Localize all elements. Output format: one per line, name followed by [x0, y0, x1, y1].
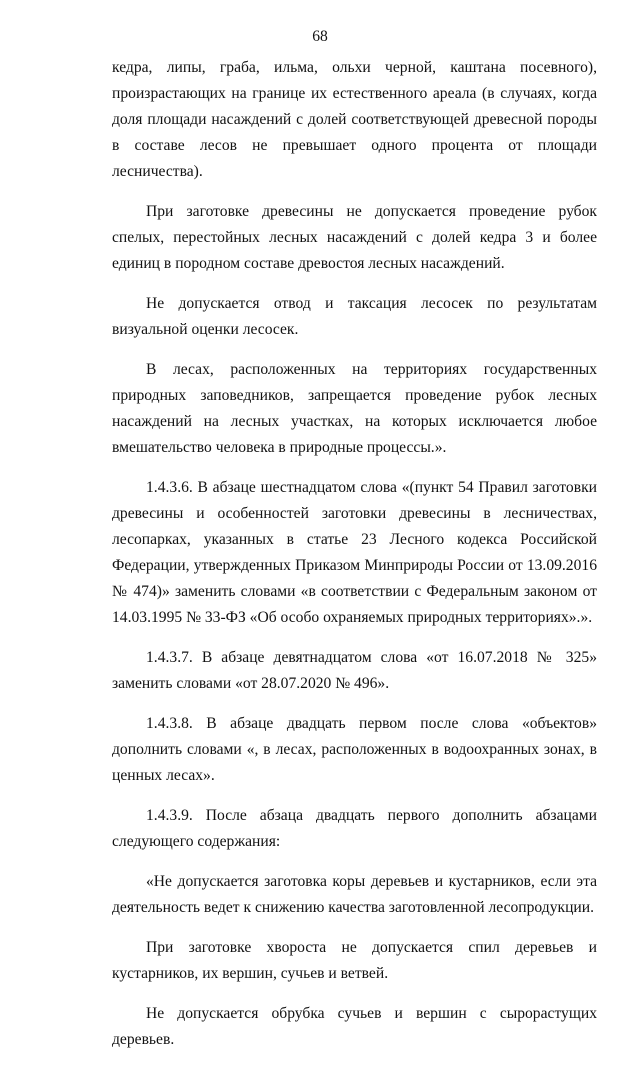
paragraph: «Не допускается заготовка коры деревьев и кустарников, если эта деятельность ведет к снижению качества заготовленной лесопродукции.: [112, 873, 597, 916]
paragraph: 1.4.3.7. В абзаце девятнадцатом слова «от 16.07.2018 № 325» заменить словами «от 28.07.2020 № 496».: [112, 649, 597, 692]
paragraph: При заготовке древесины не допускается проведение рубок спелых, перестойных лесных насаждений с долей кедра 3 и более единиц в породном составе древостоя лесных насаждений.: [112, 203, 597, 272]
paragraph: Не допускается обрубка сучьев и вершин с сырорастущих деревьев.: [112, 1005, 597, 1048]
paragraph: 1.4.3.9. После абзаца двадцать первого дополнить абзацами следующего содержания:: [112, 807, 597, 850]
page-number: 68: [312, 28, 328, 45]
paragraph: В лесах, расположенных на территориях государственных природных заповедников, запрещается проведение рубок лесных насаждений на лесных участках, на которых исключается любое вмешательство человека в природные процессы.».: [112, 361, 597, 456]
paragraph: При заготовке хвороста не допускается спил деревьев и кустарников, их вершин, сучьев и ветвей.: [112, 939, 597, 982]
paragraph: 1.4.3.8. В абзаце двадцать первом после слова «объектов» дополнить словами «, в лесах, расположенных в водоохранных зонах, в ценных лесах».: [112, 715, 597, 784]
document-body: [112, 55, 597, 1067]
paragraph: 1.4.3.6. В абзаце шестнадцатом слова «(пункт 54 Правил заготовки древесины и особенностей заготовки древесины в лесничествах, лесопарках, указанных в статье 23 Лесного кодекса Российской Федерации, утвержденных Приказом Минприроды России от 13.09.2016 № 474)» заменить словами «в соответствии с Федеральным законом от 14.03.1995 № 33-ФЗ «Об особо охраняемых природных территориях».».: [112, 479, 597, 626]
paragraph: Не допускается отвод и таксация лесосек по результатам визуальной оценки лесосек.: [112, 295, 597, 338]
paragraph-continuation: кедра, липы, граба, ильма, ольхи черной, каштана посевного), произрастающих на границе их естественного ареала (в случаях, когда доля площади насаждений с долей соответствующей древесной породы в составе лесов не превышает одного процента от площади лесничества).: [112, 59, 597, 180]
